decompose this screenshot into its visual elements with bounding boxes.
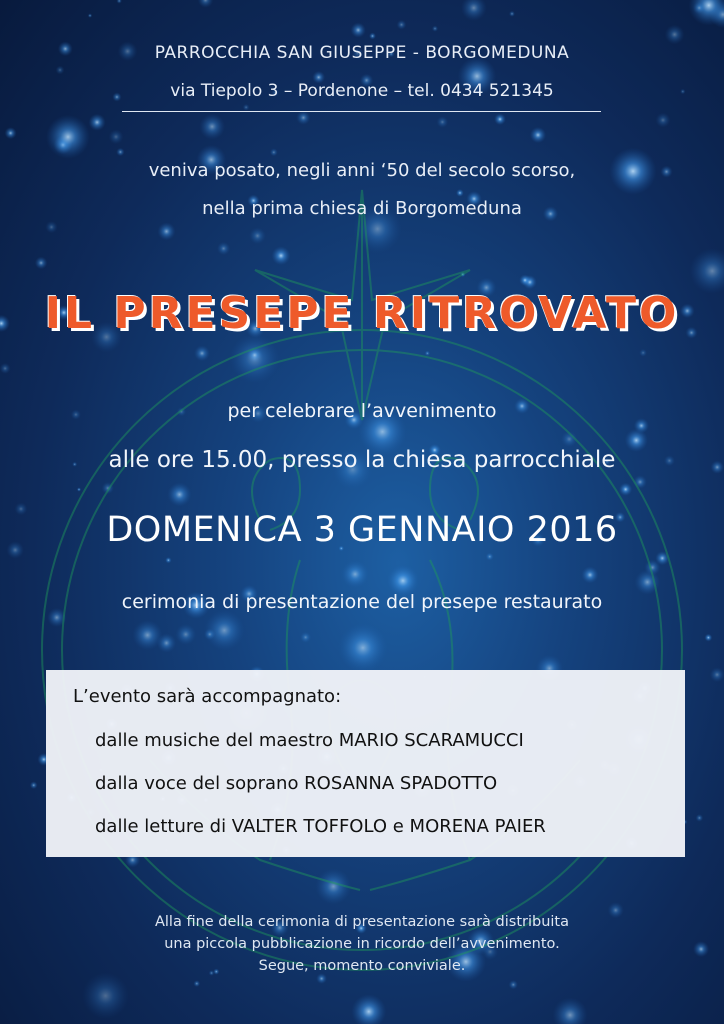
bokeh-star xyxy=(369,33,376,40)
ceremony-description: cerimonia di presentazione del presepe restaurato xyxy=(121,591,603,613)
bokeh-star xyxy=(77,487,81,491)
bokeh-star xyxy=(530,127,546,143)
bokeh-star xyxy=(665,25,685,45)
bokeh-star xyxy=(272,246,291,265)
bokeh-star xyxy=(204,628,216,640)
bokeh-star xyxy=(461,0,487,21)
bokeh-star xyxy=(432,26,438,32)
bokeh-star xyxy=(341,560,369,588)
footer-line-1: Alla fine della cerimonia di presentazione sarà distribuita xyxy=(154,914,570,930)
bokeh-star xyxy=(509,980,518,989)
bokeh-star xyxy=(56,66,65,75)
bokeh-star xyxy=(437,116,449,128)
bokeh-star xyxy=(109,129,124,144)
bokeh-star xyxy=(249,228,266,245)
bokeh-star xyxy=(35,257,48,270)
event-readings: dalle letture di VALTER TOFFOLO e MORENA PAIER xyxy=(95,816,546,837)
bokeh-star xyxy=(217,242,230,255)
bokeh-star xyxy=(133,620,163,650)
bokeh-star xyxy=(693,2,706,15)
bokeh-star xyxy=(193,980,200,987)
bokeh-star xyxy=(553,998,588,1024)
bokeh-star xyxy=(619,483,632,496)
bokeh-star xyxy=(425,351,430,356)
bokeh-star xyxy=(689,0,724,26)
bokeh-star xyxy=(705,634,713,642)
poster-title: IL PRESEPE RITROVATO xyxy=(44,288,680,339)
bokeh-star xyxy=(338,623,387,672)
bokeh-star xyxy=(509,11,515,17)
bokeh-star xyxy=(175,624,196,645)
header-divider xyxy=(122,111,601,112)
bokeh-star xyxy=(639,349,647,357)
bokeh-star xyxy=(519,274,531,286)
bokeh-star xyxy=(300,632,311,643)
event-date: DOMENICA 3 GENNAIO 2016 xyxy=(106,510,618,550)
bokeh-star xyxy=(351,23,366,38)
bokeh-star xyxy=(198,0,214,8)
bokeh-star xyxy=(397,20,407,30)
bokeh-star xyxy=(0,363,11,374)
bokeh-star xyxy=(656,113,671,128)
parish-name: PARROCCHIA SAN GIUSEPPE - BORGOMEDUNA xyxy=(154,43,570,63)
bokeh-star xyxy=(168,483,192,507)
bokeh-star xyxy=(710,667,724,682)
celebration-line-1: per celebrare l’avvenimento xyxy=(227,400,497,422)
intro-line-1: veniva posato, negli anni ‘50 del secolo scorso, xyxy=(148,160,576,181)
bokeh-star xyxy=(494,113,506,125)
bokeh-star xyxy=(88,13,92,17)
bokeh-star xyxy=(82,973,128,1019)
event-soprano: dalla voce del soprano ROSANNA SPADOTTO xyxy=(95,773,498,794)
intro-text xyxy=(0,152,724,228)
bokeh-star xyxy=(5,127,17,139)
event-lead: L’evento sarà accompagnato: xyxy=(73,686,342,707)
celebration-line-2: alle ore 15.00, presso la chiesa parrocchiale xyxy=(108,447,616,473)
bokeh-star xyxy=(486,553,494,561)
footer-line-3: Segue, momento conviviale. xyxy=(258,958,466,974)
bokeh-star xyxy=(351,994,386,1024)
event-music: dalle musiche del maestro MARIO SCARAMUCCI xyxy=(95,730,524,751)
bokeh-star xyxy=(165,557,171,563)
bokeh-star xyxy=(690,248,724,293)
bokeh-star xyxy=(243,104,250,111)
bokeh-star xyxy=(30,781,38,789)
bokeh-star xyxy=(194,345,210,361)
bokeh-star xyxy=(582,566,599,583)
bokeh-star xyxy=(296,111,310,125)
footer-note xyxy=(0,911,724,977)
bokeh-star xyxy=(117,0,122,4)
intro-line-2: nella prima chiesa di Borgomeduna xyxy=(202,198,522,219)
parish-address: via Tiepolo 3 – Pordenone – tel. 0434 521345 xyxy=(170,81,554,101)
bokeh-star xyxy=(89,114,106,131)
bokeh-star xyxy=(696,814,704,822)
bokeh-star xyxy=(199,114,225,140)
footer-line-2: una piccola pubblicazione in ricordo dell’avvenimento. xyxy=(164,936,560,952)
event-details-box xyxy=(46,670,685,857)
